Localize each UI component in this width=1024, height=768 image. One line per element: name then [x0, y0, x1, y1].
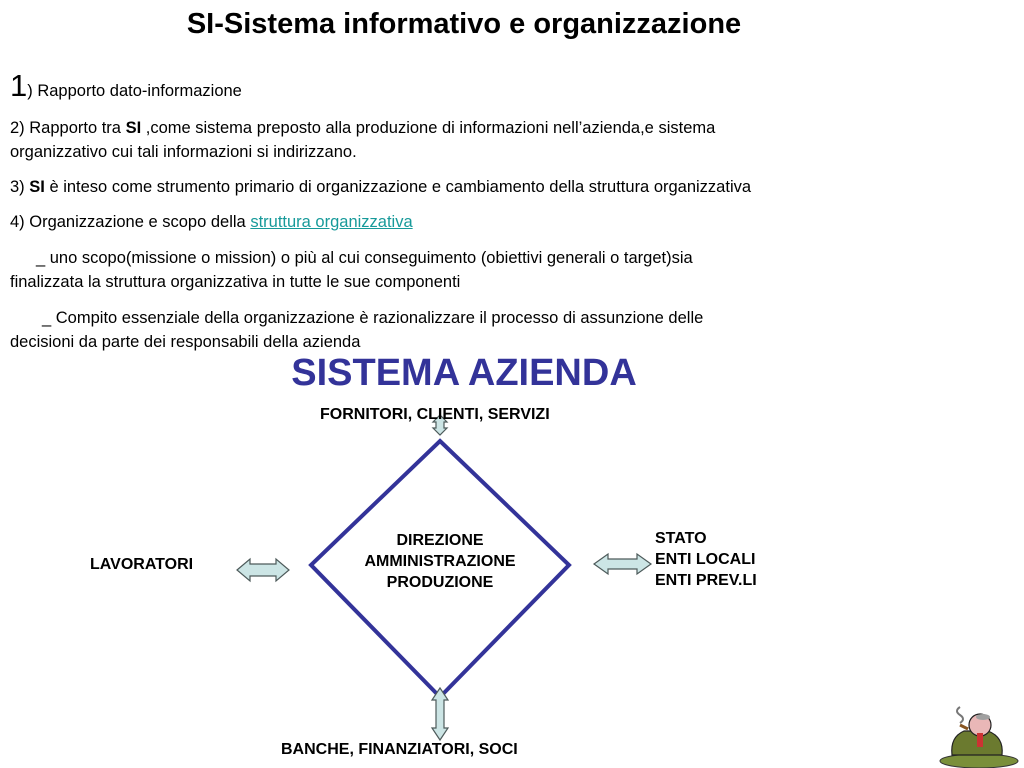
point-3-prefix: 3): [10, 178, 30, 196]
point-2-line2: organizzativo cui tali informazioni si indirizzano.: [10, 143, 357, 161]
diagram-title: SISTEMA AZIENDA: [291, 352, 637, 394]
label-bottom: BANCHE, FINANZIATORI, SOCI: [281, 741, 518, 758]
point-2-prefix: 2) Rapporto tra: [10, 119, 126, 137]
point-1-number: 1: [10, 68, 28, 103]
label-left: LAVORATORI: [90, 556, 194, 573]
label-right-enti-prev: ENTI PREV.LI: [655, 572, 757, 589]
arrow-bottom: [432, 688, 448, 740]
point-3-text: è inteso come strumento primario di organizzazione e cambiamento della struttura organizzativa: [44, 178, 752, 196]
struttura-organizzativa-link[interactable]: struttura organizzativa: [250, 213, 413, 231]
point-3-si: SI: [29, 178, 45, 196]
label-right-enti-locali: ENTI LOCALI: [655, 551, 756, 568]
label-right-stato: STATO: [655, 530, 707, 547]
center-produzione: PRODUZIONE: [386, 574, 494, 591]
slide-title: SI-Sistema informativo e organizzazione: [186, 8, 742, 40]
sub-point-1-line1: _ uno scopo(missione o mission) o più al cui conseguimento (obiettivi generali o target)sia: [36, 249, 693, 267]
corner-illustration: [940, 707, 1018, 768]
sub-point-2-line2: decisioni da parte dei responsabili della azienda: [10, 333, 361, 351]
point-1-text: ) Rapporto dato-informazione: [27, 82, 242, 100]
arrow-right: [594, 554, 651, 574]
point-4-prefix: 4) Organizzazione e scopo della: [10, 213, 251, 231]
diamond-center-text: [330, 530, 550, 593]
sub-point-2-line1: _ Compito essenziale della organizzazione è razionalizzare il processo di assunzione delle: [42, 309, 704, 327]
label-top: FORNITORI, CLIENTI, SERVIZI: [320, 406, 550, 423]
center-direzione: DIREZIONE: [396, 532, 484, 549]
center-amministrazione: AMMINISTRAZIONE: [364, 553, 516, 570]
arrow-left: [237, 559, 289, 581]
sub-point-1-line2: finalizzata la struttura organizzativa in tutte le sue componenti: [10, 273, 461, 291]
point-2-si: SI: [125, 119, 142, 137]
point-2-text: ,come sistema preposto alla produzione di informazioni nell’azienda,e sistema: [141, 119, 716, 137]
label-right: [655, 528, 757, 591]
